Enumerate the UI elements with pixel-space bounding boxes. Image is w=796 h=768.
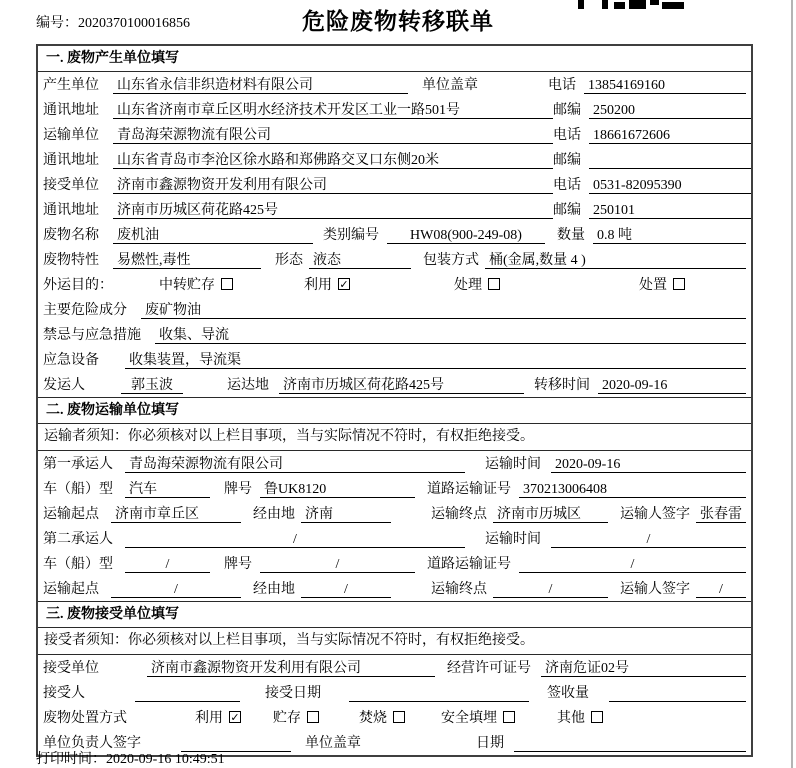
vehicle-type2-label: 车（船）型	[43, 557, 113, 572]
receiver-address-row	[38, 197, 751, 222]
transporter-phone-field: 18661672606	[589, 127, 751, 144]
accepting-unit-row	[38, 655, 751, 680]
transporter-address-field: 山东省青岛市李沧区徐水路和郑佛路交叉口东侧20米	[113, 152, 553, 169]
transfer-purpose-row	[38, 272, 751, 297]
disposal-incinerate-checkbox	[393, 711, 405, 723]
dispatcher-row	[38, 372, 751, 397]
disposal-option-landfill: 安全填埋	[441, 707, 515, 727]
packaging-field: 桶(金属,数量 4 )	[485, 252, 746, 269]
waste-form-label: 形态	[275, 253, 303, 268]
producer-address-label: 通讯地址	[43, 103, 99, 118]
producer-seal-label: 单位盖章	[422, 78, 478, 93]
waste-property-field: 易燃性,毒性	[113, 252, 261, 269]
transport-time-label: 运输时间	[485, 457, 541, 472]
route-end-field: 济南市历城区	[493, 506, 608, 523]
transporter-phone-label: 电话	[553, 128, 581, 143]
acceptor-row	[38, 680, 751, 705]
vehicle-type-row	[38, 476, 751, 501]
transporter-sign2-field: /	[696, 581, 746, 598]
transporter-sign-field: 张春雷	[696, 506, 746, 523]
road-permit-label: 道路运输证号	[427, 482, 511, 497]
transporter-sign-label: 运输人签字	[620, 507, 690, 522]
treat-checkbox	[488, 278, 500, 290]
disposal-landfill-checkbox	[503, 711, 515, 723]
waste-form-field: 液态	[309, 252, 411, 269]
unit-seal-label: 单位盖章	[305, 736, 361, 751]
producer-field: 山东省永信非织造材料有限公司	[113, 77, 408, 94]
disposal-option-other: 其他	[557, 707, 603, 727]
print-time-label: 打印时间：	[36, 752, 106, 767]
first-carrier-row	[38, 451, 751, 476]
destination-label: 运达地	[227, 378, 269, 393]
disposal-option-incinerate: 焚烧	[359, 707, 405, 727]
sign-date-field	[514, 735, 746, 752]
route-via-label: 经由地	[253, 507, 295, 522]
first-carrier-field: 青岛海荣源物流有限公司	[125, 456, 465, 473]
accepting-unit-field: 济南市鑫源物资开发利用有限公司	[147, 660, 435, 677]
transporter-address-label: 通讯地址	[43, 153, 99, 168]
license-label: 经营许可证号	[447, 661, 531, 676]
producer-address-field: 山东省济南市章丘区明水经济技术开发区工业一路501号	[113, 102, 553, 119]
disposal-other-checkbox	[591, 711, 603, 723]
route-end-label: 运输终点	[431, 507, 487, 522]
receiver-zip-field: 250101	[589, 202, 751, 219]
plate-field: 鲁UK8120	[260, 481, 415, 498]
disposal-utilize-checkbox: ✓	[230, 711, 240, 724]
qr-module	[650, 0, 659, 5]
emergency-equipment-row	[38, 347, 751, 372]
road-permit-field: 370213006408	[519, 481, 746, 498]
transport-time2-field: /	[551, 531, 746, 548]
road-permit2-field: /	[519, 556, 746, 573]
main-hazard-row	[38, 297, 751, 322]
producer-label: 产生单位	[43, 78, 99, 93]
receiver-notice: 接受者须知：你必须核对以上栏目事项，当与实际情况不符时，有权拒绝接受。	[38, 628, 751, 655]
acceptor-field	[135, 685, 240, 702]
responsible-sign-label: 单位负责人签字	[43, 736, 141, 751]
packaging-label: 包装方式	[423, 253, 479, 268]
license-field: 济南危证02号	[541, 660, 746, 677]
page-edge-divider	[791, 0, 793, 768]
transporter-zip-field	[589, 152, 751, 169]
transporter-address-row	[38, 147, 751, 172]
transporter-sign2-label: 运输人签字	[620, 582, 690, 597]
accept-date-field	[349, 685, 529, 702]
route2-via-field: /	[301, 581, 391, 598]
dispatcher-label: 发运人	[43, 378, 85, 393]
transporter-zip-label: 邮编	[553, 153, 581, 168]
waste-qty-field: 0.8 吨	[593, 227, 746, 244]
main-hazard-field: 废矿物油	[141, 302, 746, 319]
qr-module	[662, 2, 684, 9]
purpose-option-transfer-storage: 中转贮存	[159, 274, 233, 294]
sign-date-label: 日期	[476, 736, 504, 751]
section3-heading: 三. 废物接受单位填写	[38, 601, 751, 628]
receiver-zip-label: 邮编	[553, 203, 581, 218]
transport-time-field: 2020-09-16	[551, 456, 746, 473]
producer-phone-label: 电话	[548, 78, 576, 93]
disposal-option-storage: 贮存	[273, 707, 319, 727]
serial-label: 编号：	[36, 16, 78, 31]
route2-end-label: 运输终点	[431, 582, 487, 597]
destination-field: 济南市历城区荷花路425号	[279, 377, 524, 394]
transporter-row	[38, 122, 751, 147]
vehicle-type2-row	[38, 551, 751, 576]
receiver-address-label: 通讯地址	[43, 203, 99, 218]
received-qty-label: 签收量	[547, 686, 589, 701]
transfer-form-table	[36, 44, 753, 757]
vehicle-type2-field: /	[125, 556, 210, 573]
qr-finder-square	[578, 0, 608, 9]
waste-property-label: 废物特性	[43, 253, 99, 268]
waste-name-row	[38, 222, 751, 247]
qr-module	[614, 2, 625, 9]
waste-name-label: 废物名称	[43, 228, 99, 243]
transporter-field: 青岛海荣源物流有限公司	[113, 127, 553, 144]
transfer-time-field: 2020-09-16	[598, 377, 746, 394]
producer-row	[38, 72, 751, 97]
disposal-option-utilize: 利用 ✓	[195, 711, 240, 726]
route-via-field: 济南	[301, 506, 391, 523]
dispatcher-field: 郭玉波	[121, 377, 183, 394]
taboo-measures-field: 收集、导流	[155, 327, 746, 344]
route2-start-label: 运输起点	[43, 582, 99, 597]
accept-date-label: 接受日期	[265, 686, 321, 701]
purpose-option-dispose: 处置	[639, 274, 685, 294]
transfer-time-label: 转移时间	[534, 378, 590, 393]
disposal-method-label: 废物处置方式	[43, 711, 127, 726]
second-carrier-label: 第二承运人	[43, 532, 113, 547]
disposal-method-row	[38, 705, 751, 730]
emergency-equipment-field: 收集装置，导流渠	[125, 352, 746, 369]
plate2-label: 牌号	[224, 557, 252, 572]
receiver-address-field: 济南市历城区荷花路425号	[113, 202, 553, 219]
route2-via-label: 经由地	[253, 582, 295, 597]
receiver-phone-label: 电话	[553, 178, 581, 193]
transfer-purpose-label: 外运目的：	[43, 278, 113, 293]
receiver-phone-field: 0531-82095390	[589, 177, 751, 194]
section1-heading: 一. 废物产生单位填写	[38, 46, 751, 72]
main-hazard-label: 主要危险成分	[43, 303, 127, 318]
transporter-notice: 运输者须知：你必须核对以上栏目事项，当与实际情况不符时，有权拒绝接受。	[38, 424, 751, 451]
second-carrier-row	[38, 526, 751, 551]
transporter-label: 运输单位	[43, 128, 99, 143]
purpose-option-utilize: 利用 ✓	[304, 278, 349, 293]
disposal-storage-checkbox	[307, 711, 319, 723]
route-start-label: 运输起点	[43, 507, 99, 522]
page-title: 危险废物转移联单	[302, 9, 494, 34]
producer-zip-field: 250200	[589, 102, 751, 119]
acceptor-label: 接受人	[43, 686, 85, 701]
route2-end-field: /	[493, 581, 608, 598]
utilize-checkbox: ✓	[339, 278, 349, 291]
waste-code-label: 类别编号	[323, 228, 379, 243]
receiver-field: 济南市鑫源物资开发利用有限公司	[113, 177, 553, 194]
road-permit2-label: 道路运输证号	[427, 557, 511, 572]
vehicle-type-label: 车（船）型	[43, 482, 113, 497]
print-time	[36, 748, 225, 768]
plate-label: 牌号	[224, 482, 252, 497]
vehicle-type-field: 汽车	[125, 481, 210, 498]
second-carrier-field: /	[125, 531, 465, 548]
waste-qty-label: 数量	[557, 228, 585, 243]
serial-value: 2020370100016856	[78, 16, 190, 31]
route-row	[38, 501, 751, 526]
dispose-checkbox	[673, 278, 685, 290]
producer-address-row	[38, 97, 751, 122]
plate2-field: /	[260, 556, 415, 573]
route-start-field: 济南市章丘区	[111, 506, 241, 523]
emergency-equipment-label: 应急设备	[43, 353, 99, 368]
receiver-label: 接受单位	[43, 178, 99, 193]
waste-code-field: HW08(900-249-08)	[387, 227, 545, 244]
purpose-option-treat: 处理	[454, 274, 500, 294]
producer-zip-label: 邮编	[553, 103, 581, 118]
taboo-measures-label: 禁忌与应急措施	[43, 328, 141, 343]
taboo-measures-row	[38, 322, 751, 347]
waste-property-row	[38, 247, 751, 272]
route2-start-field: /	[111, 581, 241, 598]
receiver-row	[38, 172, 751, 197]
transfer-storage-checkbox	[221, 278, 233, 290]
accepting-unit-label: 接受单位	[43, 661, 99, 676]
qr-module	[629, 0, 646, 9]
received-qty-field	[609, 685, 746, 702]
section2-heading: 二. 废物运输单位填写	[38, 397, 751, 424]
qr-code-fragment-icon	[578, 0, 684, 9]
route2-row	[38, 576, 751, 601]
producer-phone-field: 13854169160	[584, 77, 746, 94]
first-carrier-label: 第一承运人	[43, 457, 113, 472]
print-time-value: 2020-09-16 10:49:51	[106, 752, 225, 767]
waste-name-field: 废机油	[113, 227, 313, 244]
transport-time2-label: 运输时间	[485, 532, 541, 547]
